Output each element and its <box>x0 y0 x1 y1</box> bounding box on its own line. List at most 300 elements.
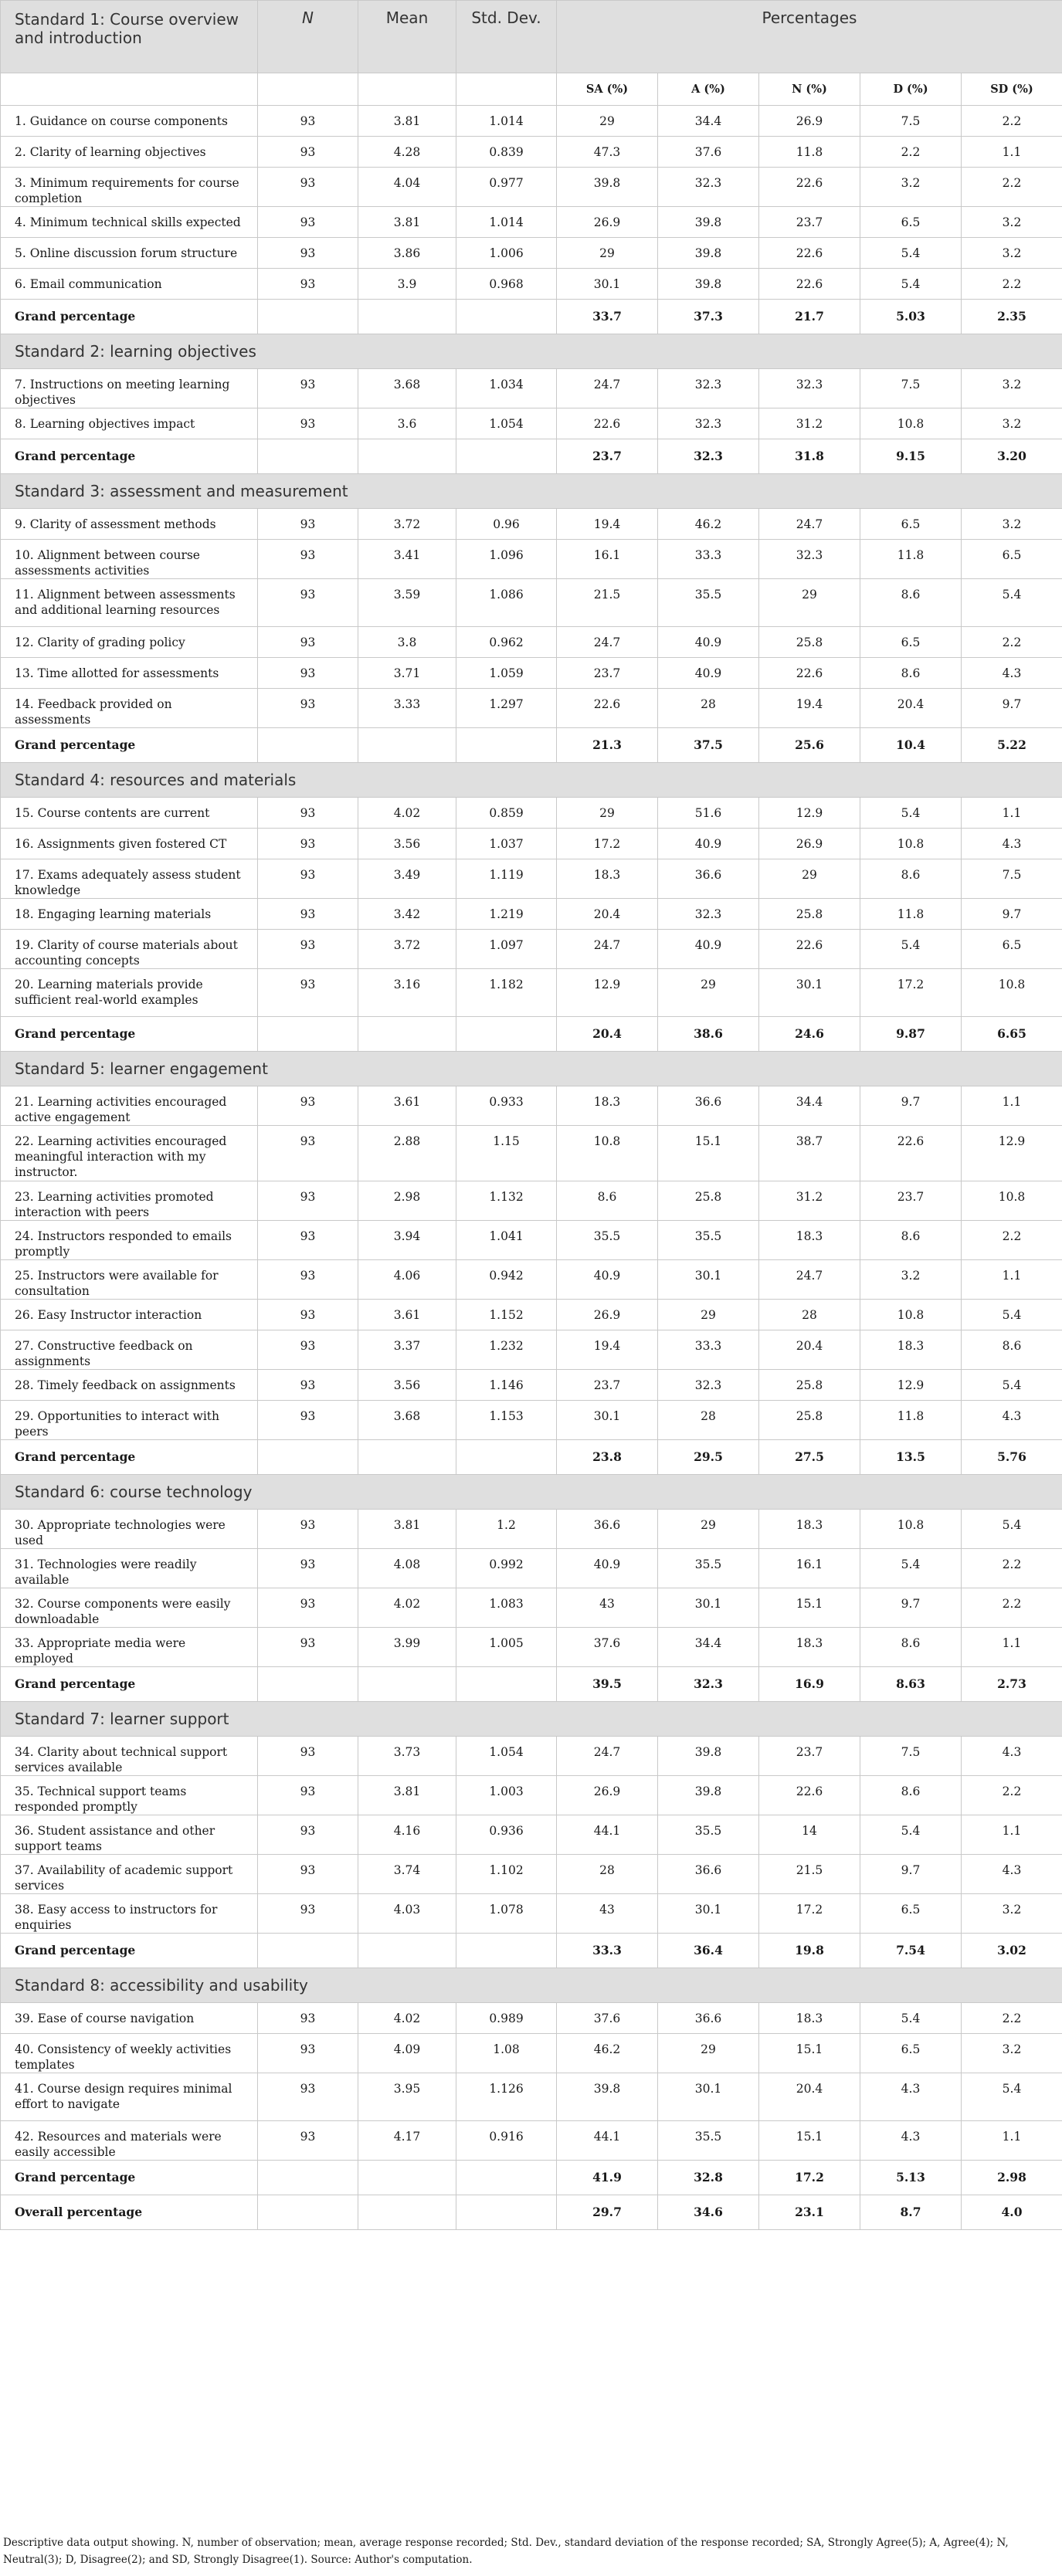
cell-n-pct: 23.7 <box>759 207 860 238</box>
cell-sa-pct: 10.8 <box>557 1126 658 1181</box>
grand-sa-pct: 33.3 <box>557 1934 658 1968</box>
cell-sa-pct: 12.9 <box>557 969 658 1017</box>
cell-n: 93 <box>258 2003 358 2034</box>
cell-n-pct: 12.9 <box>759 798 860 829</box>
cell-sd-pct: 4.3 <box>962 1737 1062 1776</box>
overall-sa-pct: 29.7 <box>557 2195 658 2230</box>
item-label: 12. Clarity of grading policy <box>1 627 258 658</box>
cell-mean: 3.49 <box>358 859 456 899</box>
cell-sd-pct: 2.2 <box>962 1776 1062 1815</box>
cell-n-pct: 22.6 <box>759 238 860 269</box>
cell-empty <box>358 728 456 763</box>
cell-mean: 3.56 <box>358 829 456 859</box>
grand-sd-pct: 5.22 <box>962 728 1062 763</box>
item-label: 6. Email communication <box>1 269 258 300</box>
cell-n-pct: 18.3 <box>759 1628 860 1667</box>
table-row <box>1 1894 1062 1934</box>
cell-a-pct: 29 <box>658 1300 759 1330</box>
cell-empty <box>358 439 456 474</box>
cell-a-pct: 29 <box>658 969 759 1017</box>
table-footnote: Descriptive data output showing. N, number of observation; mean, average response recorded; Std. Dev., standard deviation of the response recorded; SA, Strongly Agree(5); A, Agree(4); N, Neutral(3); D, Disagree(2); and SD, Strongly Disagree(1). Source: Author's computation. <box>3 2537 1009 2566</box>
cell-d-pct: 5.4 <box>860 269 962 300</box>
table-row <box>1 829 1062 859</box>
cell-a-pct: 39.8 <box>658 1737 759 1776</box>
cell-mean: 3.81 <box>358 207 456 238</box>
cell-n: 93 <box>258 168 358 207</box>
cell-a-pct: 33.3 <box>658 1330 759 1370</box>
cell-std-dev: 1.097 <box>456 930 557 969</box>
cell-d-pct: 3.2 <box>860 1260 962 1300</box>
cell-n: 93 <box>258 689 358 728</box>
cell-sd-pct: 3.2 <box>962 2034 1062 2073</box>
item-label: 17. Exams adequately assess student knowledge <box>1 859 258 899</box>
table-row <box>1 106 1062 137</box>
subheader-sa: SA (%) <box>557 73 658 106</box>
cell-d-pct: 7.5 <box>860 1737 962 1776</box>
cell-mean: 3.94 <box>358 1221 456 1260</box>
cell-empty <box>258 728 358 763</box>
cell-empty <box>456 439 557 474</box>
item-label: 31. Technologies were readily available <box>1 1549 258 1588</box>
cell-sa-pct: 28 <box>557 1855 658 1894</box>
cell-mean: 3.86 <box>358 238 456 269</box>
cell-mean: 3.61 <box>358 1086 456 1126</box>
section-title: Standard 3: assessment and measurement <box>1 474 1062 509</box>
cell-n: 93 <box>258 1126 358 1181</box>
cell-sa-pct: 39.8 <box>557 2073 658 2121</box>
item-label: 22. Learning activities encouraged meaningful interaction with my instructor. <box>1 1126 258 1181</box>
grand-label: Grand percentage <box>1 439 258 474</box>
cell-a-pct: 37.6 <box>658 137 759 168</box>
table-row <box>1 1181 1062 1221</box>
grand-d-pct: 9.15 <box>860 439 962 474</box>
section-header-row <box>1 1968 1062 2003</box>
cell-sd-pct: 4.3 <box>962 658 1062 689</box>
grand-d-pct: 13.5 <box>860 1440 962 1475</box>
cell-n-pct: 24.7 <box>759 1260 860 1300</box>
item-label: 14. Feedback provided on assessments <box>1 689 258 728</box>
cell-d-pct: 5.4 <box>860 1815 962 1855</box>
table-row <box>1 207 1062 238</box>
cell-mean: 3.37 <box>358 1330 456 1370</box>
table-row <box>1 408 1062 439</box>
table-row <box>1 798 1062 829</box>
grand-percentage-row <box>1 1934 1062 1968</box>
cell-std-dev: 1.126 <box>456 2073 557 2121</box>
cell-d-pct: 8.6 <box>860 579 962 627</box>
grand-a-pct: 38.6 <box>658 1017 759 1052</box>
cell-sa-pct: 36.6 <box>557 1510 658 1549</box>
table-row <box>1 168 1062 207</box>
table-row <box>1 1221 1062 1260</box>
cell-a-pct: 51.6 <box>658 798 759 829</box>
cell-d-pct: 4.3 <box>860 2121 962 2161</box>
cell-d-pct: 10.8 <box>860 1510 962 1549</box>
cell-d-pct: 5.4 <box>860 798 962 829</box>
cell-mean: 3.95 <box>358 2073 456 2121</box>
grand-a-pct: 29.5 <box>658 1440 759 1475</box>
cell-a-pct: 35.5 <box>658 2121 759 2161</box>
cell-sd-pct: 1.1 <box>962 1260 1062 1300</box>
cell-n: 93 <box>258 1260 358 1300</box>
cell-sd-pct: 5.4 <box>962 2073 1062 2121</box>
cell-n-pct: 24.7 <box>759 509 860 540</box>
cell-empty <box>358 1017 456 1052</box>
grand-label: Grand percentage <box>1 1440 258 1475</box>
cell-std-dev: 1.219 <box>456 899 557 930</box>
cell-n: 93 <box>258 579 358 627</box>
item-label: 3. Minimum requirements for course completion <box>1 168 258 207</box>
table-row <box>1 1086 1062 1126</box>
cell-std-dev: 0.989 <box>456 2003 557 2034</box>
cell-n-pct: 32.3 <box>759 540 860 579</box>
grand-a-pct: 32.3 <box>658 439 759 474</box>
subheader-d: D (%) <box>860 73 962 106</box>
cell-a-pct: 40.9 <box>658 829 759 859</box>
table-row <box>1 1855 1062 1894</box>
cell-mean: 3.33 <box>358 689 456 728</box>
table-row <box>1 1330 1062 1370</box>
cell-empty <box>258 2195 358 2230</box>
grand-n-pct: 16.9 <box>759 1667 860 1702</box>
table-row <box>1 2034 1062 2073</box>
cell-a-pct: 46.2 <box>658 509 759 540</box>
cell-a-pct: 36.6 <box>658 1855 759 1894</box>
cell-a-pct: 34.4 <box>658 106 759 137</box>
cell-sd-pct: 8.6 <box>962 1330 1062 1370</box>
section-title: Standard 4: resources and materials <box>1 763 1062 798</box>
cell-a-pct: 35.5 <box>658 1815 759 1855</box>
cell-n-pct: 15.1 <box>759 1588 860 1628</box>
cell-sd-pct: 12.9 <box>962 1126 1062 1181</box>
item-label: 7. Instructions on meeting learning objectives <box>1 369 258 408</box>
cell-a-pct: 32.3 <box>658 408 759 439</box>
cell-mean: 3.68 <box>358 1401 456 1440</box>
cell-n: 93 <box>258 369 358 408</box>
cell-mean: 3.6 <box>358 408 456 439</box>
cell-sd-pct: 1.1 <box>962 2121 1062 2161</box>
cell-sd-pct: 1.1 <box>962 137 1062 168</box>
cell-a-pct: 33.3 <box>658 540 759 579</box>
cell-empty <box>456 300 557 334</box>
cell-std-dev: 1.152 <box>456 1300 557 1330</box>
cell-sd-pct: 3.2 <box>962 207 1062 238</box>
cell-sa-pct: 30.1 <box>557 1401 658 1440</box>
cell-n-pct: 14 <box>759 1815 860 1855</box>
cell-n-pct: 31.2 <box>759 1181 860 1221</box>
cell-a-pct: 28 <box>658 1401 759 1440</box>
cell-a-pct: 30.1 <box>658 2073 759 2121</box>
item-label: 41. Course design requires minimal effort to navigate <box>1 2073 258 2121</box>
cell-a-pct: 32.3 <box>658 899 759 930</box>
item-label: 13. Time allotted for assessments <box>1 658 258 689</box>
section-title: Standard 5: learner engagement <box>1 1052 1062 1086</box>
cell-n-pct: 29 <box>759 579 860 627</box>
cell-a-pct: 40.9 <box>658 627 759 658</box>
cell-mean: 4.02 <box>358 2003 456 2034</box>
cell-d-pct: 5.4 <box>860 2003 962 2034</box>
cell-a-pct: 35.5 <box>658 1549 759 1588</box>
cell-d-pct: 20.4 <box>860 689 962 728</box>
cell-n: 93 <box>258 798 358 829</box>
cell-mean: 3.16 <box>358 969 456 1017</box>
grand-sd-pct: 6.65 <box>962 1017 1062 1052</box>
cell-sd-pct: 2.2 <box>962 1549 1062 1588</box>
cell-std-dev: 1.006 <box>456 238 557 269</box>
cell-a-pct: 15.1 <box>658 1126 759 1181</box>
cell-sa-pct: 17.2 <box>557 829 658 859</box>
overall-a-pct: 34.6 <box>658 2195 759 2230</box>
cell-n: 93 <box>258 2034 358 2073</box>
cell-n-pct: 22.6 <box>759 168 860 207</box>
cell-mean: 4.06 <box>358 1260 456 1300</box>
cell-sa-pct: 47.3 <box>557 137 658 168</box>
cell-d-pct: 8.6 <box>860 658 962 689</box>
cell-d-pct: 17.2 <box>860 969 962 1017</box>
cell-n-pct: 23.7 <box>759 1737 860 1776</box>
item-label: 20. Learning materials provide sufficient real-world examples <box>1 969 258 1017</box>
cell-sa-pct: 43 <box>557 1588 658 1628</box>
cell-std-dev: 0.859 <box>456 798 557 829</box>
subheader-sd: SD (%) <box>962 73 1062 106</box>
cell-n: 93 <box>258 1549 358 1588</box>
cell-a-pct: 30.1 <box>658 1588 759 1628</box>
table-row <box>1 2073 1062 2121</box>
cell-empty <box>358 1934 456 1968</box>
cell-std-dev: 1.005 <box>456 1628 557 1667</box>
grand-n-pct: 27.5 <box>759 1440 860 1475</box>
section-title: Standard 2: learning objectives <box>1 334 1062 369</box>
table-row <box>1 1815 1062 1855</box>
cell-n-pct: 18.3 <box>759 2003 860 2034</box>
item-label: 40. Consistency of weekly activities templates <box>1 2034 258 2073</box>
table-row <box>1 2121 1062 2161</box>
cell-std-dev: 1.119 <box>456 859 557 899</box>
cell-a-pct: 36.6 <box>658 859 759 899</box>
cell-sa-pct: 26.9 <box>557 207 658 238</box>
cell-empty <box>258 2161 358 2195</box>
cell-sd-pct: 2.2 <box>962 2003 1062 2034</box>
cell-sd-pct: 3.2 <box>962 369 1062 408</box>
cell-std-dev: 1.014 <box>456 106 557 137</box>
cell-mean: 4.09 <box>358 2034 456 2073</box>
header-std-dev: Std. Dev. <box>456 1 557 73</box>
cell-d-pct: 11.8 <box>860 899 962 930</box>
cell-empty <box>258 1017 358 1052</box>
cell-n: 93 <box>258 1628 358 1667</box>
grand-a-pct: 32.3 <box>658 1667 759 1702</box>
cell-n-pct: 18.3 <box>759 1221 860 1260</box>
cell-n-pct: 19.4 <box>759 689 860 728</box>
table-row <box>1 658 1062 689</box>
cell-std-dev: 1.182 <box>456 969 557 1017</box>
cell-n-pct: 21.5 <box>759 1855 860 1894</box>
cell-empty <box>358 2195 456 2230</box>
cell-d-pct: 8.6 <box>860 859 962 899</box>
section-header-row <box>1 763 1062 798</box>
cell-d-pct: 8.6 <box>860 1776 962 1815</box>
table-row <box>1 1401 1062 1440</box>
cell-d-pct: 9.7 <box>860 1086 962 1126</box>
item-label: 27. Constructive feedback on assignments <box>1 1330 258 1370</box>
overall-percentage-row <box>1 2195 1062 2230</box>
cell-empty <box>456 1017 557 1052</box>
cell-sa-pct: 20.4 <box>557 899 658 930</box>
grand-a-pct: 37.3 <box>658 300 759 334</box>
cell-sa-pct: 24.7 <box>557 930 658 969</box>
cell-a-pct: 32.3 <box>658 1370 759 1401</box>
cell-n-pct: 22.6 <box>759 930 860 969</box>
grand-a-pct: 37.5 <box>658 728 759 763</box>
item-label: 15. Course contents are current <box>1 798 258 829</box>
cell-sa-pct: 37.6 <box>557 2003 658 2034</box>
table-row <box>1 1126 1062 1181</box>
cell-sa-pct: 40.9 <box>557 1260 658 1300</box>
cell-mean: 4.02 <box>358 798 456 829</box>
cell-n: 93 <box>258 1221 358 1260</box>
item-label: 25. Instructors were available for consultation <box>1 1260 258 1300</box>
cell-sd-pct: 10.8 <box>962 969 1062 1017</box>
table-row <box>1 899 1062 930</box>
grand-sa-pct: 23.8 <box>557 1440 658 1475</box>
cell-sa-pct: 37.6 <box>557 1628 658 1667</box>
header-item: Standard 1: Course overview and introduction <box>1 1 258 73</box>
cell-mean: 3.72 <box>358 509 456 540</box>
cell-n: 93 <box>258 1086 358 1126</box>
cell-n: 93 <box>258 1401 358 1440</box>
cell-empty <box>258 1667 358 1702</box>
table-row <box>1 969 1062 1017</box>
cell-a-pct: 29 <box>658 1510 759 1549</box>
cell-std-dev: 1.054 <box>456 1737 557 1776</box>
cell-n: 93 <box>258 1815 358 1855</box>
cell-sa-pct: 40.9 <box>557 1549 658 1588</box>
grand-d-pct: 5.03 <box>860 300 962 334</box>
item-label: 32. Course components were easily downloadable <box>1 1588 258 1628</box>
cell-d-pct: 6.5 <box>860 509 962 540</box>
grand-d-pct: 8.63 <box>860 1667 962 1702</box>
cell-n: 93 <box>258 1588 358 1628</box>
item-label: 35. Technical support teams responded promptly <box>1 1776 258 1815</box>
table-row <box>1 540 1062 579</box>
cell-n: 93 <box>258 269 358 300</box>
cell-sd-pct: 1.1 <box>962 798 1062 829</box>
cell-a-pct: 30.1 <box>658 1894 759 1934</box>
cell-std-dev: 1.034 <box>456 369 557 408</box>
cell-empty <box>258 300 358 334</box>
cell-sd-pct: 5.4 <box>962 579 1062 627</box>
cell-std-dev: 1.297 <box>456 689 557 728</box>
cell-sd-pct: 4.3 <box>962 829 1062 859</box>
table-row <box>1 1549 1062 1588</box>
cell-sa-pct: 35.5 <box>557 1221 658 1260</box>
cell-d-pct: 10.8 <box>860 408 962 439</box>
item-label: 16. Assignments given fostered CT <box>1 829 258 859</box>
cell-d-pct: 9.7 <box>860 1588 962 1628</box>
item-label: 37. Availability of academic support services <box>1 1855 258 1894</box>
cell-a-pct: 40.9 <box>658 658 759 689</box>
cell-a-pct: 39.8 <box>658 1776 759 1815</box>
cell-a-pct: 39.8 <box>658 269 759 300</box>
cell-sa-pct: 22.6 <box>557 689 658 728</box>
cell-empty <box>258 439 358 474</box>
item-label: 42. Resources and materials were easily accessible <box>1 2121 258 2161</box>
cell-std-dev: 1.232 <box>456 1330 557 1370</box>
cell-n: 93 <box>258 829 358 859</box>
cell-empty <box>358 2161 456 2195</box>
item-label: 29. Opportunities to interact with peers <box>1 1401 258 1440</box>
cell-sd-pct: 1.1 <box>962 1815 1062 1855</box>
cell-mean: 3.61 <box>358 1300 456 1330</box>
cell-mean: 3.81 <box>358 1776 456 1815</box>
grand-percentage-row <box>1 439 1062 474</box>
table-row <box>1 2003 1062 2034</box>
grand-percentage-row <box>1 300 1062 334</box>
item-label: 39. Ease of course navigation <box>1 2003 258 2034</box>
cell-sa-pct: 30.1 <box>557 269 658 300</box>
cell-d-pct: 11.8 <box>860 1401 962 1440</box>
cell-std-dev: 1.014 <box>456 207 557 238</box>
cell-d-pct: 10.8 <box>860 829 962 859</box>
subheader-blank <box>456 73 557 106</box>
grand-label: Grand percentage <box>1 728 258 763</box>
cell-std-dev: 1.08 <box>456 2034 557 2073</box>
cell-n: 93 <box>258 238 358 269</box>
cell-sa-pct: 8.6 <box>557 1181 658 1221</box>
cell-sd-pct: 1.1 <box>962 1628 1062 1667</box>
cell-mean: 3.81 <box>358 1510 456 1549</box>
grand-sd-pct: 2.73 <box>962 1667 1062 1702</box>
item-label: 8. Learning objectives impact <box>1 408 258 439</box>
cell-n-pct: 18.3 <box>759 1510 860 1549</box>
cell-mean: 3.73 <box>358 1737 456 1776</box>
item-label: 4. Minimum technical skills expected <box>1 207 258 238</box>
cell-d-pct: 6.5 <box>860 207 962 238</box>
cell-std-dev: 1.15 <box>456 1126 557 1181</box>
cell-std-dev: 1.096 <box>456 540 557 579</box>
cell-sd-pct: 7.5 <box>962 859 1062 899</box>
section-header-row <box>1 1052 1062 1086</box>
header-percentages: Percentages <box>557 1 1062 73</box>
cell-sa-pct: 22.6 <box>557 408 658 439</box>
table-row <box>1 689 1062 728</box>
cell-d-pct: 9.7 <box>860 1855 962 1894</box>
grand-sa-pct: 41.9 <box>557 2161 658 2195</box>
cell-d-pct: 18.3 <box>860 1330 962 1370</box>
cell-n: 93 <box>258 1181 358 1221</box>
table-row <box>1 859 1062 899</box>
subheader-n: N (%) <box>759 73 860 106</box>
grand-sa-pct: 23.7 <box>557 439 658 474</box>
item-label: 26. Easy Instructor interaction <box>1 1300 258 1330</box>
cell-empty <box>358 1440 456 1475</box>
cell-sa-pct: 46.2 <box>557 2034 658 2073</box>
item-label: 5. Online discussion forum structure <box>1 238 258 269</box>
cell-d-pct: 7.5 <box>860 106 962 137</box>
cell-std-dev: 1.054 <box>456 408 557 439</box>
grand-sd-pct: 3.02 <box>962 1934 1062 1968</box>
cell-sd-pct: 5.4 <box>962 1300 1062 1330</box>
cell-empty <box>456 728 557 763</box>
cell-n: 93 <box>258 969 358 1017</box>
cell-mean: 3.99 <box>358 1628 456 1667</box>
grand-label: Grand percentage <box>1 1934 258 1968</box>
grand-n-pct: 21.7 <box>759 300 860 334</box>
cell-a-pct: 32.3 <box>658 168 759 207</box>
cell-sa-pct: 43 <box>557 1894 658 1934</box>
cell-a-pct: 32.3 <box>658 369 759 408</box>
subheader-blank <box>1 73 258 106</box>
